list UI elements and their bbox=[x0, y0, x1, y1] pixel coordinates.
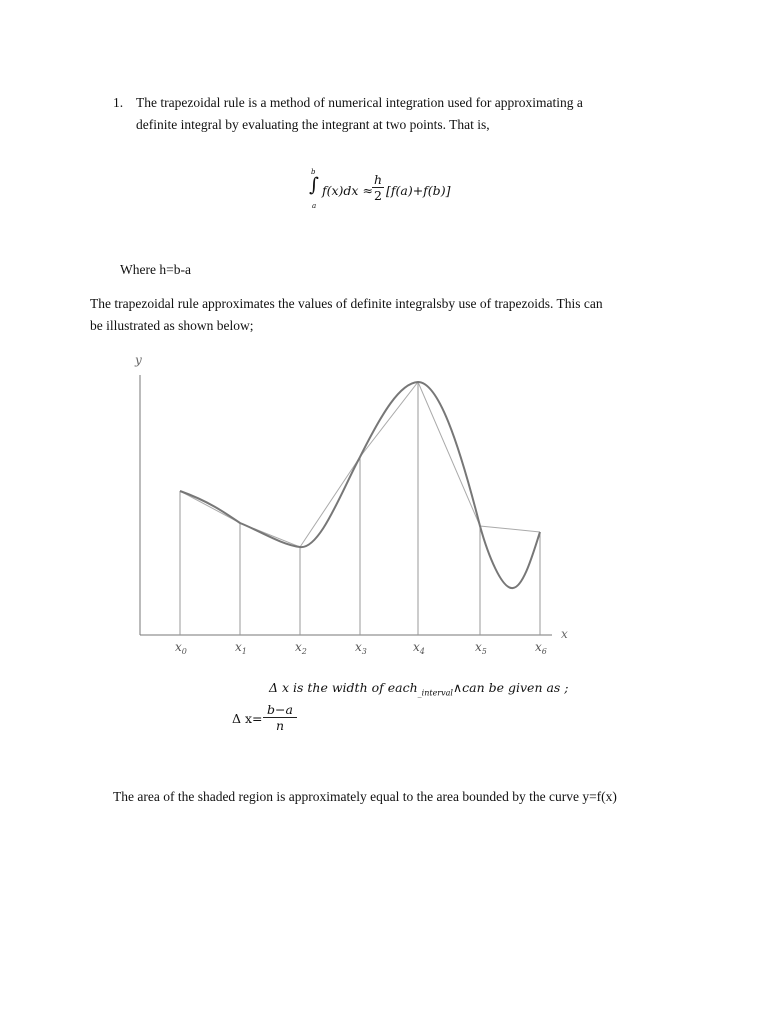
integral-upper-limit: b bbox=[311, 168, 316, 176]
integral-expression: f(x)dx ≈ bbox=[322, 183, 373, 198]
fraction-h-over-2 bbox=[372, 172, 384, 203]
closing-paragraph: The area of the shaded region is approximately equal to the area bounded by the curve y=f(x) bbox=[113, 789, 617, 804]
x-tick-label: $x_0$ bbox=[175, 640, 187, 656]
x-tick-label: $x_3$ bbox=[355, 640, 367, 656]
delta-denominator: n bbox=[263, 717, 297, 733]
paragraph-line: The trapezoidal rule is a method of numerical integration used for approximating a bbox=[136, 95, 583, 110]
fraction-denominator: 2 bbox=[372, 187, 384, 203]
integral-rhs: [f(a)+f(b)] bbox=[386, 183, 451, 198]
x-tick-labels bbox=[175, 640, 547, 656]
y-axis-label: y bbox=[135, 353, 142, 367]
x-tick-label: $x_2$ bbox=[295, 640, 307, 656]
x-tick-label: $x_5$ bbox=[475, 640, 487, 656]
x-tick-label: $x_4$ bbox=[413, 640, 425, 656]
x-tick-label: $x_1$ bbox=[235, 640, 247, 656]
where-text: Where h=b-a bbox=[120, 262, 191, 277]
x-axis-label: x bbox=[561, 627, 568, 641]
list-number: 1. bbox=[113, 95, 124, 110]
integral-lower-limit: a bbox=[312, 202, 317, 210]
delta-fraction bbox=[263, 702, 297, 733]
delta-sentence-sub: interval bbox=[421, 688, 453, 698]
ordinate-lines bbox=[180, 382, 540, 635]
delta-sentence-end: ∧can be given as ; bbox=[452, 680, 569, 695]
x-tick-label: $x_6$ bbox=[535, 640, 547, 656]
delta-sentence-start: Δ x is the width of each bbox=[269, 680, 418, 695]
trapezoid-figure bbox=[120, 345, 580, 665]
paragraph-line: be illustrated as shown below; bbox=[90, 318, 254, 333]
delta-numerator: b−a bbox=[267, 702, 293, 717]
fraction-numerator: h bbox=[373, 172, 383, 187]
paragraph-line: definite integral by evaluating the integrant at two points. That is, bbox=[136, 117, 490, 132]
delta-lhs: Δ x= bbox=[232, 711, 263, 726]
delta-sentence-subscript: _interval bbox=[417, 688, 453, 698]
integral-sign: ∫ bbox=[309, 174, 319, 196]
delta-sentence bbox=[269, 680, 569, 698]
paragraph-line: The trapezoidal rule approximates the values of definite integralsby use of trapezoids. This can bbox=[90, 296, 603, 311]
